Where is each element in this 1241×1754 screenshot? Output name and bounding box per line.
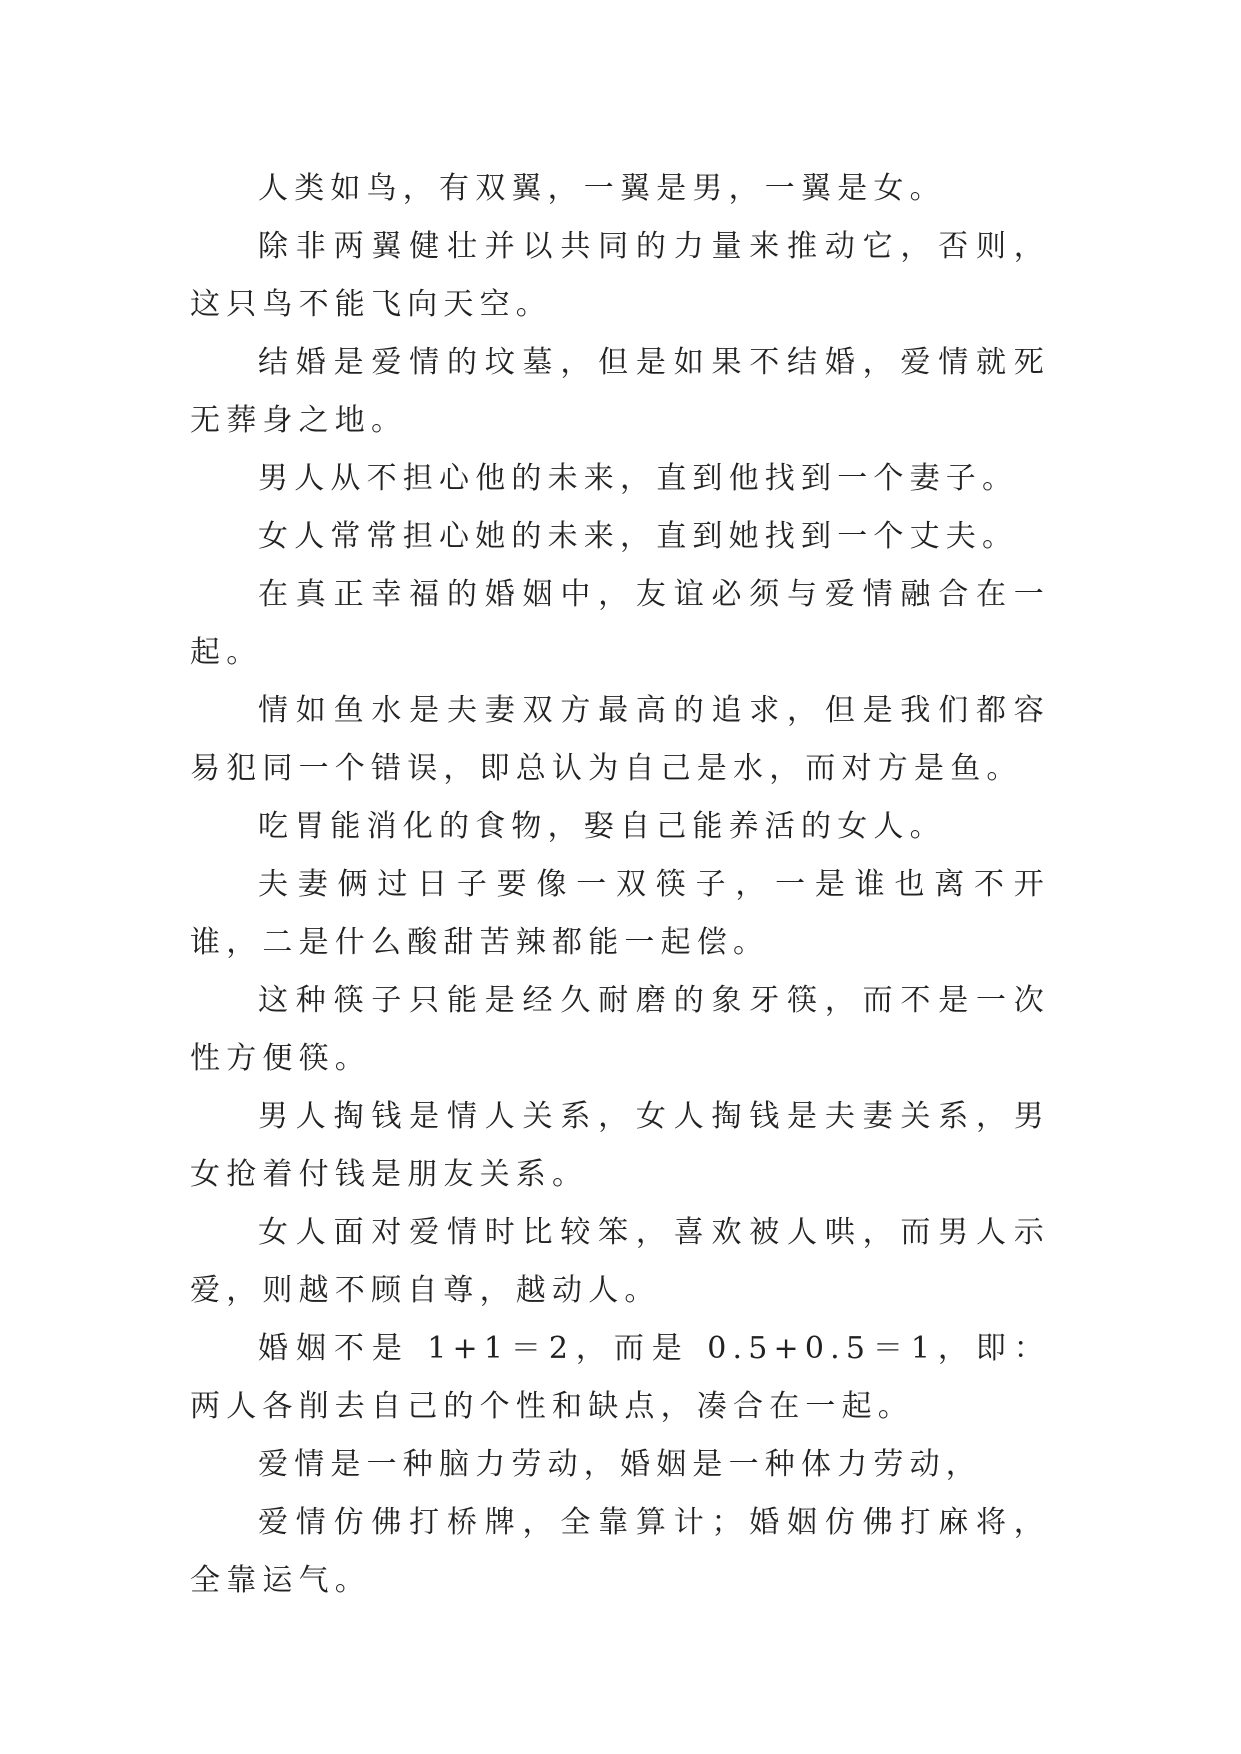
paragraph: 爱情仿佛打桥牌，全靠算计；婚姻仿佛打麻将，全靠运气。	[190, 1505, 1050, 1598]
paragraph: 吃胃能消化的食物，娶自己能养活的女人。	[258, 809, 946, 844]
paragraph: 男人从不担心他的未来，直到他找到一个妻子。	[258, 461, 1019, 496]
document-body	[190, 160, 1050, 1610]
paragraph: 人类如鸟，有双翼，一翼是男，一翼是女。	[258, 171, 946, 206]
paragraph: 情如鱼水是夫妻双方最高的追求，但是我们都容易犯同一个错误，即总认为自己是水，而对方是鱼。	[190, 693, 1050, 786]
paragraph: 婚姻不是 1+1＝2，而是 0.5+0.5＝1，即：两人各削去自己的个性和缺点，凑合在一起。	[190, 1331, 1050, 1424]
paragraph: 结婚是爱情的坟墓，但是如果不结婚，爱情就死无葬身之地。	[190, 345, 1050, 438]
paragraph: 爱情是一种脑力劳动，婚姻是一种体力劳动，	[258, 1447, 982, 1482]
paragraph: 女人常常担心她的未来，直到她找到一个丈夫。	[258, 519, 1019, 554]
paragraph: 除非两翼健壮并以共同的力量来推动它，否则，这只鸟不能飞向天空。	[190, 229, 1050, 322]
paragraph: 在真正幸福的婚姻中，友谊必须与爱情融合在一起。	[190, 577, 1050, 670]
paragraph: 女人面对爱情时比较笨，喜欢被人哄，而男人示爱，则越不顾自尊，越动人。	[190, 1215, 1050, 1308]
paragraph: 男人掏钱是情人关系，女人掏钱是夫妻关系，男女抢着付钱是朋友关系。	[190, 1099, 1050, 1192]
paragraph: 这种筷子只能是经久耐磨的象牙筷，而不是一次性方便筷。	[190, 983, 1050, 1076]
paragraph: 夫妻俩过日子要像一双筷子，一是谁也离不开谁，二是什么酸甜苦辣都能一起偿。	[190, 867, 1050, 960]
